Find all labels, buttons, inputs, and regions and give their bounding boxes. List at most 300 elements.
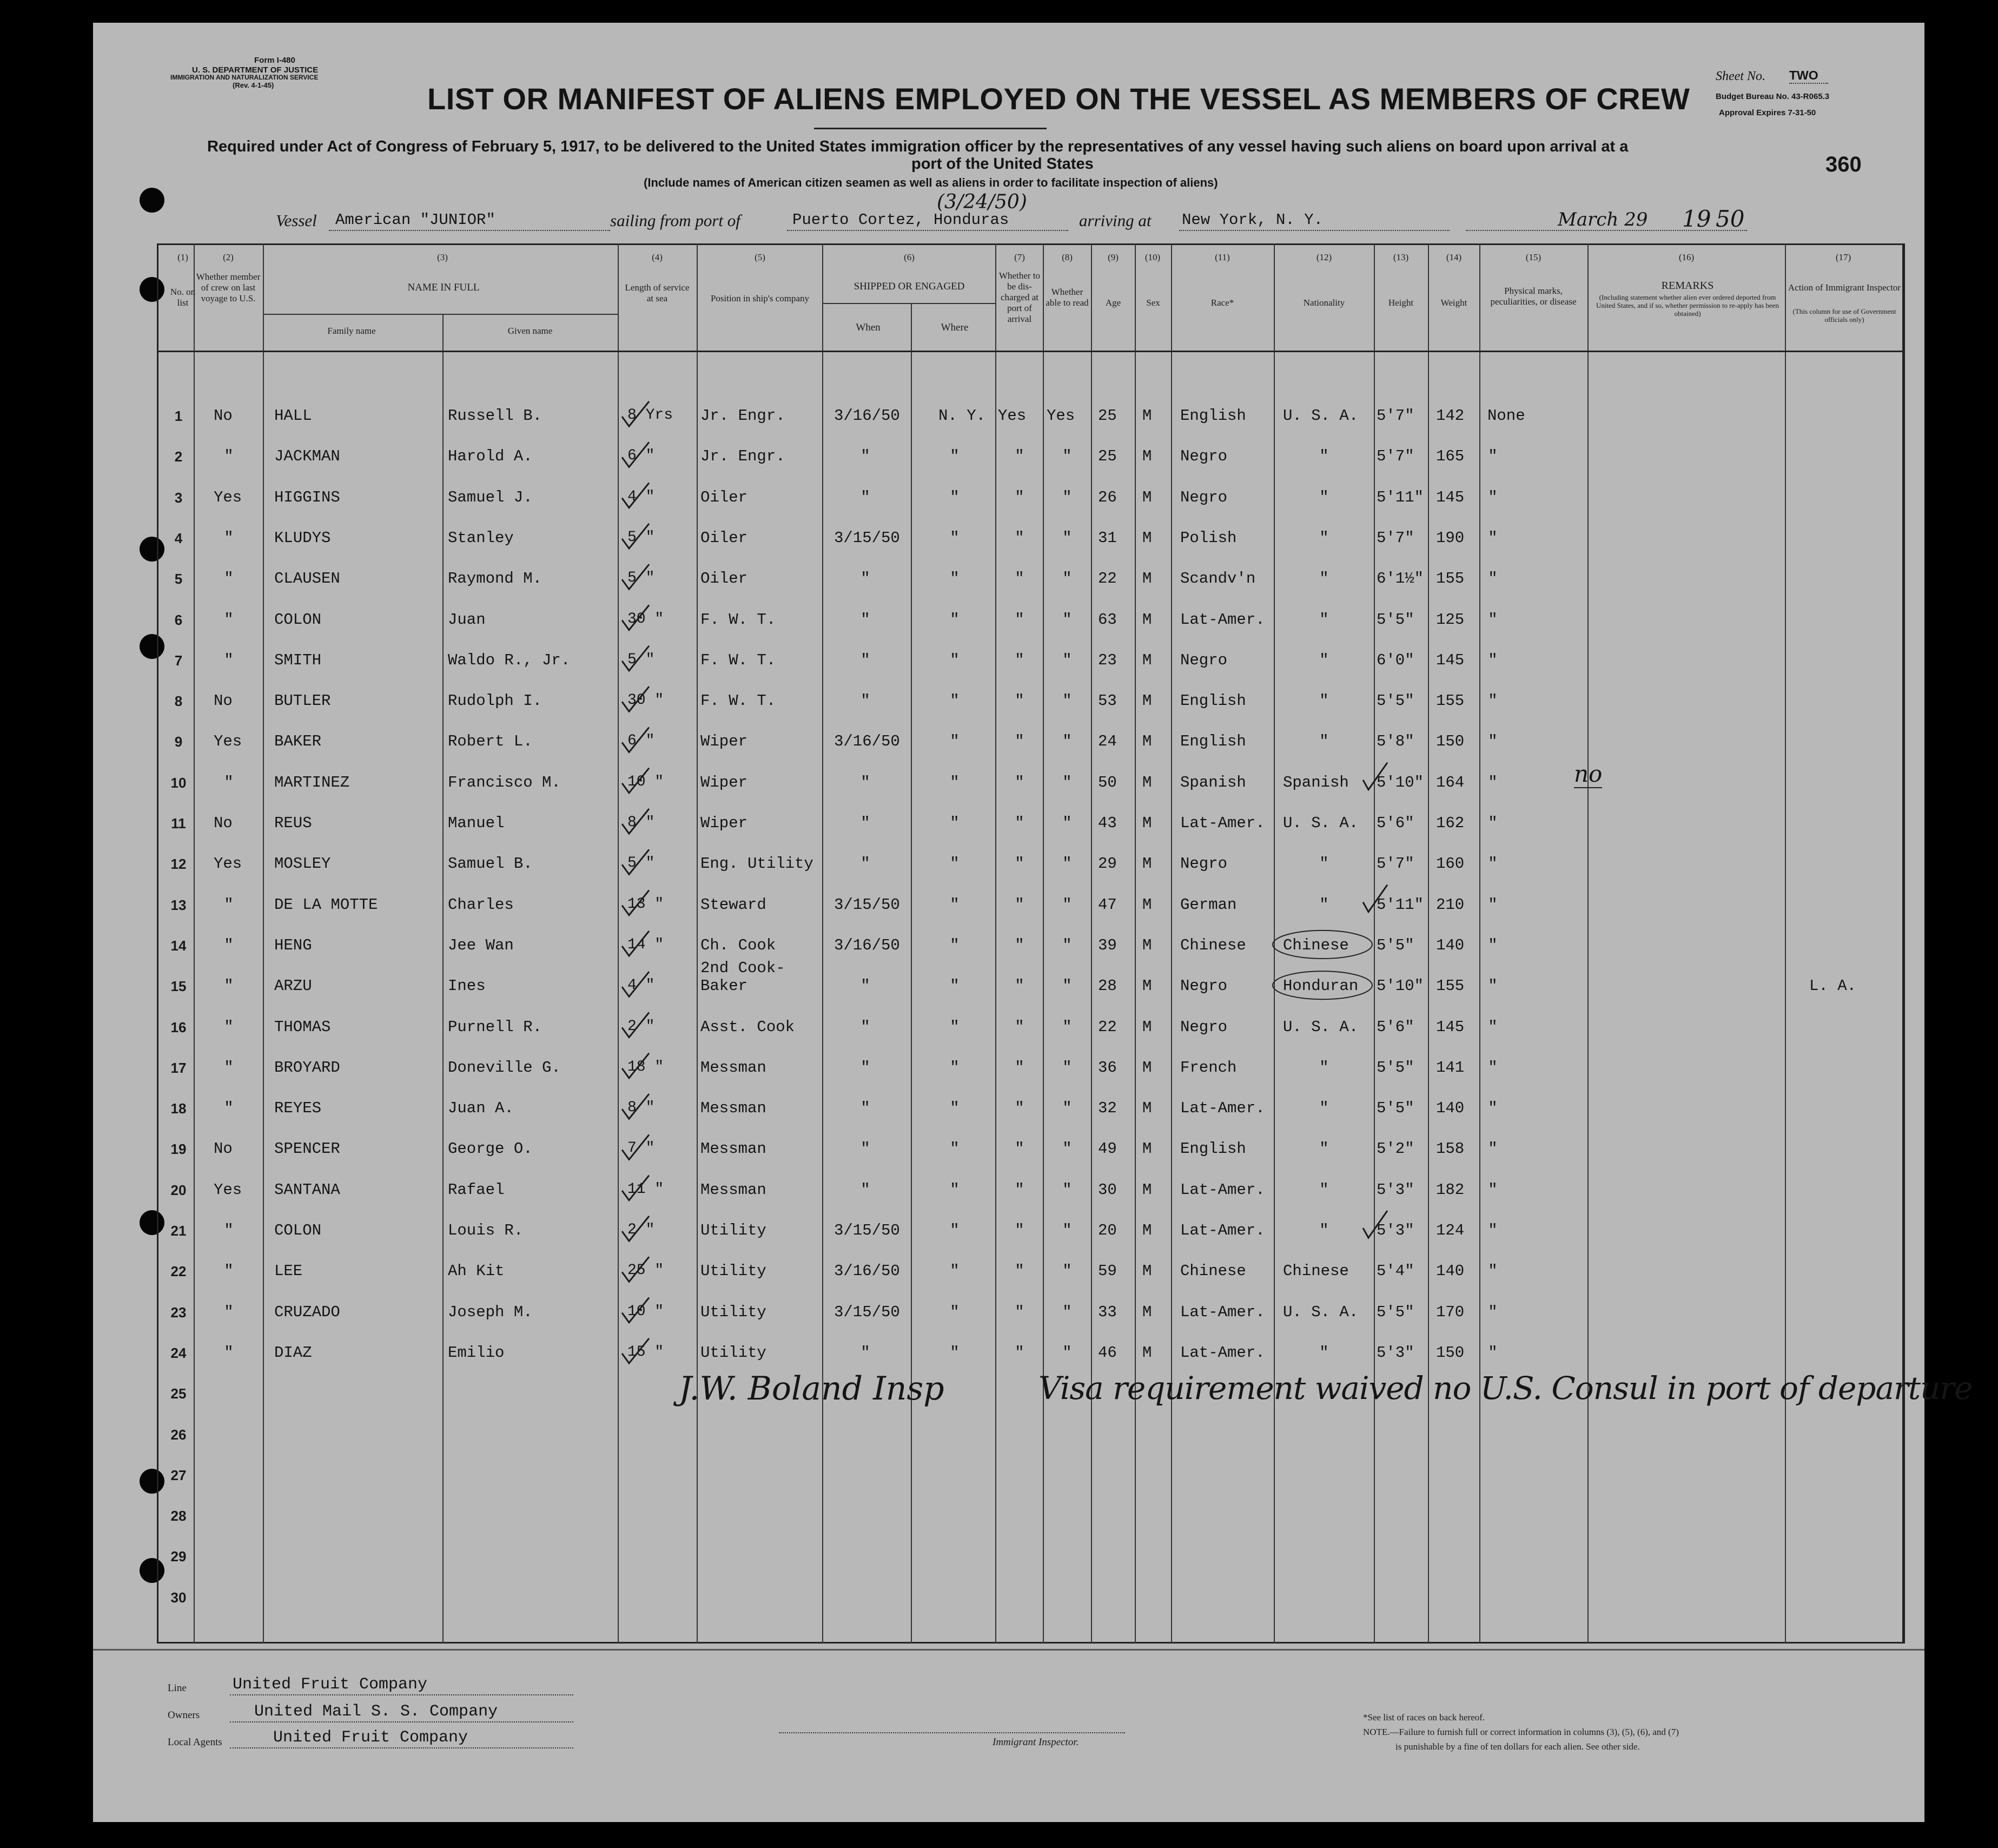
prev-voyage-cell: No	[214, 692, 233, 710]
shipped-where-cell: "	[950, 651, 960, 669]
service-length-cell: 14 "	[627, 936, 664, 953]
position-cell: Wiper	[700, 732, 748, 751]
age-cell: 63	[1098, 610, 1117, 629]
given-name-cell: Samuel J.	[448, 488, 533, 506]
family-name-cell: DE LA MOTTE	[274, 895, 378, 914]
col14-header: Weight	[1440, 298, 1467, 308]
discharged-cell: "	[1015, 529, 1024, 547]
service-length-cell: 13 "	[627, 895, 664, 913]
height-cell: 5'8"	[1377, 732, 1414, 751]
able-to-read-cell: "	[1062, 529, 1072, 547]
race-cell: Negro	[1180, 447, 1228, 466]
shipped-where-cell: "	[950, 1058, 960, 1077]
prev-voyage-cell: "	[224, 1303, 234, 1321]
family-name-cell: BAKER	[274, 732, 322, 751]
physical-marks-cell: "	[1488, 855, 1498, 873]
weight-cell: 164	[1436, 773, 1465, 791]
prev-voyage-cell: "	[224, 1018, 234, 1036]
family-name-cell: COLON	[274, 1222, 322, 1239]
able-to-read-cell: "	[1062, 1018, 1072, 1036]
shipped-where-cell: "	[950, 1099, 960, 1118]
service-check-mark	[622, 1053, 649, 1078]
service-check-mark	[622, 890, 649, 915]
shipped-when-cell: "	[861, 1018, 870, 1036]
height-cell: 5'3"	[1377, 1222, 1414, 1239]
sex-cell: M	[1142, 651, 1152, 669]
height-cell: 5'5"	[1377, 1303, 1414, 1321]
col3-family-header: Family name	[327, 326, 376, 336]
nationality-circle-mark	[1273, 930, 1372, 959]
row-number: 10	[170, 774, 187, 791]
position-cell: Wiper	[700, 773, 748, 791]
nationality-cell: "	[1319, 1222, 1329, 1239]
shipped-when-cell: "	[861, 1058, 870, 1077]
height-cell: 5'10"	[1377, 977, 1424, 995]
given-name-cell: Robert L.	[448, 732, 533, 751]
height-cell: 5'11"	[1377, 488, 1424, 506]
col7-header: Whether to be dis-charged at port of arrival	[999, 270, 1040, 324]
sex-cell: M	[1142, 1343, 1152, 1362]
physical-marks-cell: "	[1488, 692, 1498, 710]
col3-given-header: Given name	[507, 326, 553, 336]
age-cell: 49	[1098, 1140, 1117, 1158]
shipped-when-cell: "	[861, 610, 870, 629]
shipped-when-cell: 3/16/50	[834, 936, 900, 954]
race-cell: Negro	[1180, 977, 1228, 995]
nationality-circle-mark	[1273, 971, 1372, 999]
service-length-cell: 11 "	[627, 1180, 664, 1198]
family-name-cell: THOMAS	[274, 1018, 331, 1036]
sailing-date-note: (3/24/50)	[937, 191, 1027, 213]
age-cell: 43	[1098, 814, 1117, 832]
height-cell: 5'10"	[1377, 773, 1424, 791]
age-cell: 46	[1098, 1343, 1117, 1362]
physical-marks-cell: "	[1488, 1018, 1498, 1036]
physical-marks-cell: "	[1488, 814, 1498, 832]
service-length-cell: 10 "	[627, 1303, 664, 1320]
physical-marks-cell: "	[1488, 1058, 1498, 1077]
visa-waiver-note: Visa requirement waived no U.S. Consul in port of departure	[1038, 1370, 1973, 1407]
service-length-cell: 2 "	[627, 1018, 655, 1035]
col6-where-header: Where	[941, 322, 969, 333]
position-cell-upper: 2nd Cook-	[700, 959, 785, 978]
sex-cell: M	[1142, 447, 1152, 466]
prev-voyage-cell: "	[224, 529, 234, 547]
shipped-where-cell: "	[950, 1180, 960, 1199]
nationality-cell: "	[1319, 1140, 1329, 1158]
shipped-when-cell: "	[861, 570, 870, 588]
nationality-cell: "	[1319, 1058, 1329, 1077]
shipped-where-cell: "	[950, 447, 960, 466]
col13-header: Height	[1388, 298, 1414, 308]
sex-cell: M	[1142, 407, 1152, 425]
age-cell: 23	[1098, 651, 1117, 669]
row-number: 21	[170, 1223, 187, 1239]
row-number: 4	[174, 530, 183, 546]
race-cell: Lat-Amer.	[1180, 814, 1265, 832]
row-number: 28	[170, 1508, 187, 1524]
height-cell: 5'6"	[1377, 1018, 1414, 1036]
age-cell: 33	[1098, 1303, 1117, 1321]
physical-marks-cell: "	[1488, 895, 1498, 914]
position-cell: F. W. T.	[700, 610, 776, 629]
given-name-cell: Juan	[448, 610, 486, 629]
shipped-when-cell: "	[861, 692, 870, 710]
discharged-cell: "	[1015, 895, 1024, 914]
discharged-cell: "	[1015, 447, 1024, 466]
service-length-cell: 4 "	[627, 977, 655, 994]
position-cell: Wiper	[700, 814, 748, 832]
nationality-cell: "	[1319, 1099, 1329, 1118]
height-cell: 5'7"	[1377, 855, 1414, 873]
shipped-when-cell: "	[861, 1343, 870, 1362]
family-name-cell: REUS	[274, 814, 312, 832]
position-cell: F. W. T.	[700, 651, 776, 669]
col9-header: Age	[1105, 298, 1121, 308]
shipped-where-cell: "	[950, 692, 960, 710]
age-cell: 24	[1098, 732, 1117, 751]
prev-voyage-cell: "	[224, 773, 234, 791]
physical-marks-cell: "	[1488, 488, 1498, 506]
physical-marks-cell: "	[1488, 570, 1498, 588]
col10-header: Sex	[1146, 298, 1160, 308]
prev-voyage-cell: "	[224, 651, 234, 669]
service-length-cell: 10 "	[627, 773, 664, 790]
handwritten-remark: no	[1574, 761, 1603, 787]
position-cell: Utility	[700, 1262, 766, 1281]
position-cell: Messman	[700, 1058, 766, 1077]
service-check-mark	[622, 972, 649, 996]
prev-voyage-cell: "	[224, 1099, 234, 1118]
discharged-cell: "	[1015, 1140, 1024, 1158]
sex-cell: M	[1142, 1058, 1152, 1077]
age-cell: 25	[1098, 407, 1117, 425]
position-cell: Steward	[700, 895, 766, 914]
row-number: 12	[170, 856, 187, 873]
discharged-cell: "	[1015, 855, 1024, 873]
nationality-cell: "	[1319, 732, 1329, 751]
height-cell: 5'5"	[1377, 1058, 1414, 1077]
discharged-cell: "	[1015, 1058, 1024, 1077]
weight-cell: 190	[1436, 529, 1465, 547]
discharged-cell: "	[1015, 1303, 1024, 1321]
nationality-cell: Spanish	[1283, 773, 1349, 791]
discharged-cell: "	[1015, 692, 1024, 710]
sex-cell: M	[1142, 977, 1152, 995]
given-name-cell: Juan A.	[448, 1099, 514, 1118]
service-length-cell: 30 "	[627, 610, 664, 628]
physical-marks-cell: "	[1488, 610, 1498, 629]
service-check-mark	[622, 564, 649, 589]
shipped-where-cell: "	[950, 855, 960, 873]
col10-number: (10)	[1144, 252, 1161, 262]
shipped-when-cell: 3/16/50	[834, 732, 900, 751]
shipped-where-cell: "	[950, 895, 960, 914]
row-number: 8	[174, 693, 183, 710]
physical-marks-cell: "	[1488, 1099, 1498, 1118]
line-underline	[230, 1694, 573, 1695]
position-cell: Oiler	[700, 570, 748, 588]
nationality-cell: "	[1319, 1343, 1329, 1362]
shipped-when-cell: 3/15/50	[834, 1303, 900, 1321]
prev-voyage-cell: "	[224, 936, 234, 954]
age-cell: 36	[1098, 1058, 1117, 1077]
col5-header: Position in ship's company	[710, 293, 810, 303]
nationality-cell: "	[1319, 855, 1329, 873]
col17-number: (17)	[1835, 252, 1851, 262]
sex-cell: M	[1142, 1262, 1152, 1281]
nationality-cell: Chinese	[1283, 936, 1349, 954]
col16-number: (16)	[1678, 252, 1695, 262]
shipped-when-cell: 3/16/50	[834, 1262, 900, 1281]
sex-cell: M	[1142, 529, 1152, 547]
position-cell: Oiler	[700, 529, 748, 547]
service-length-cell: 6 "	[627, 447, 655, 465]
nationality-cell: "	[1319, 570, 1329, 588]
prev-voyage-cell: "	[224, 1222, 234, 1239]
family-name-cell: ARZU	[274, 977, 312, 995]
nationality-check-mark	[1363, 1211, 1387, 1238]
physical-marks-cell: "	[1488, 1140, 1498, 1158]
col12-header: Nationality	[1303, 298, 1345, 308]
agents-underline	[230, 1747, 573, 1748]
given-name-cell: Francisco M.	[448, 773, 561, 791]
sex-cell: M	[1142, 570, 1152, 588]
col1-header: No. on list	[170, 287, 196, 308]
row-number: 22	[170, 1263, 187, 1280]
given-name-cell: Russell B.	[448, 407, 542, 425]
able-to-read-cell: "	[1062, 488, 1072, 506]
sex-cell: M	[1142, 1303, 1152, 1321]
height-cell: 5'5"	[1377, 1099, 1414, 1118]
row-number: 7	[174, 652, 183, 669]
family-name-cell: COLON	[274, 610, 322, 629]
nationality-cell: "	[1319, 488, 1329, 506]
col15-number: (15)	[1525, 252, 1541, 262]
service-length-cell: 4 "	[627, 488, 655, 505]
race-cell: English	[1180, 407, 1246, 425]
row-number: 18	[170, 1100, 187, 1117]
weight-cell: 165	[1436, 447, 1465, 466]
service-length-cell: 7 "	[627, 1140, 655, 1157]
shipped-when-cell: 3/15/50	[834, 895, 900, 914]
position-cell: Jr. Engr.	[700, 407, 785, 425]
physical-marks-cell: "	[1488, 977, 1498, 995]
discharged-cell: "	[1015, 773, 1024, 791]
shipped-when-cell: "	[861, 651, 870, 669]
age-cell: 50	[1098, 773, 1117, 791]
prev-voyage-cell: "	[224, 447, 234, 466]
family-name-cell: SMITH	[274, 651, 322, 669]
height-cell: 5'3"	[1377, 1343, 1414, 1362]
row-number: 9	[174, 734, 183, 750]
shipped-when-cell: 3/16/50	[834, 407, 900, 425]
weight-cell: 145	[1436, 1018, 1465, 1036]
service-check-mark	[622, 687, 649, 711]
service-check-mark	[622, 809, 649, 834]
sex-cell: M	[1142, 692, 1152, 710]
discharged-cell: "	[1015, 1222, 1024, 1239]
arrival-year: 50	[1716, 206, 1745, 232]
physical-marks-cell: "	[1488, 1222, 1498, 1239]
shipped-where-cell: N. Y.	[938, 407, 986, 425]
race-cell: Negro	[1180, 1018, 1228, 1036]
owners-value: United Mail S. S. Company	[254, 1702, 498, 1721]
nationality-cell: U. S. A.	[1283, 407, 1359, 425]
given-name-cell: Ines	[448, 977, 486, 995]
prev-voyage-cell: No	[214, 814, 233, 832]
nationality-check-mark	[1363, 763, 1387, 790]
sex-cell: M	[1142, 814, 1152, 832]
shipped-where-cell: "	[950, 488, 960, 506]
service-check-mark	[622, 605, 649, 630]
able-to-read-cell: "	[1062, 895, 1072, 914]
position-cell: Messman	[700, 1140, 766, 1158]
able-to-read-cell: Yes	[1047, 407, 1075, 425]
position-cell: Eng. Utility	[700, 855, 813, 873]
races-note: *See list of races on back hereof.	[1363, 1712, 1485, 1722]
prev-voyage-cell: No	[214, 407, 233, 425]
col16-note: (Including statement whether alien ever ordered deported from United States, and if so, whether permission to re-apply has been obtained)	[1596, 293, 1779, 318]
sex-cell: M	[1142, 1099, 1152, 1118]
family-name-cell: CRUZADO	[274, 1303, 340, 1321]
service-length-cell: 5 "	[627, 651, 655, 668]
race-cell: English	[1180, 1140, 1246, 1158]
discharged-cell: "	[1015, 732, 1024, 751]
shipped-where-cell: "	[950, 814, 960, 832]
physical-marks-cell: "	[1488, 1303, 1498, 1321]
shipped-when-cell: "	[861, 1099, 870, 1118]
nationality-cell: U. S. A.	[1283, 1303, 1359, 1321]
race-cell: Lat-Amer.	[1180, 1180, 1265, 1199]
approval-expires: Approval Expires 7-31-50	[1719, 108, 1816, 117]
physical-marks-cell: "	[1488, 732, 1498, 751]
height-cell: 5'5"	[1377, 610, 1414, 629]
physical-marks-cell: "	[1488, 651, 1498, 669]
given-name-cell: Manuel	[448, 814, 505, 832]
prev-voyage-cell: Yes	[214, 732, 242, 751]
subtitle-note: (Include names of American citizen seamen as well as aliens in order to facilitate inspection of aliens)	[644, 176, 1218, 189]
col17-note: (This column for use of Government officials only)	[1792, 307, 1896, 324]
page-number: 360	[1825, 153, 1862, 176]
col8-number: (8)	[1062, 252, 1073, 262]
height-cell: 5'11"	[1377, 895, 1424, 914]
col8-header: Whether able to read	[1046, 287, 1089, 308]
service-length-cell: 18 "	[627, 1058, 664, 1075]
given-name-cell: Rudolph I.	[448, 692, 542, 710]
position-cell: Oiler	[700, 488, 748, 506]
family-name-cell: SPENCER	[274, 1140, 340, 1158]
race-cell: Chinese	[1180, 1262, 1246, 1281]
shipped-where-cell: "	[950, 773, 960, 791]
weight-cell: 145	[1436, 488, 1465, 506]
service-length-cell: 15 "	[627, 1343, 664, 1361]
given-name-cell: Rafael	[448, 1180, 505, 1199]
inspector-line	[779, 1732, 1125, 1733]
given-name-cell: George O.	[448, 1140, 533, 1158]
shipped-where-cell: "	[950, 570, 960, 588]
shipped-when-cell: "	[861, 1180, 870, 1199]
arriving-port: New York, N. Y.	[1182, 211, 1324, 229]
able-to-read-cell: "	[1062, 977, 1072, 995]
nationality-cell: U. S. A.	[1283, 814, 1359, 832]
race-cell: Lat-Amer.	[1180, 1343, 1265, 1362]
shipped-where-cell: "	[950, 1140, 960, 1158]
prev-voyage-cell: No	[214, 1140, 233, 1158]
race-cell: Lat-Amer.	[1180, 610, 1265, 629]
height-cell: 5'5"	[1377, 936, 1414, 954]
prev-voyage-cell: "	[224, 977, 234, 995]
position-cell: Utility	[700, 1343, 766, 1362]
given-name-cell: Stanley	[448, 529, 514, 547]
given-name-cell: Doneville G.	[448, 1058, 561, 1077]
discharged-cell: "	[1015, 1343, 1024, 1362]
height-cell: 6'1½"	[1377, 570, 1424, 588]
family-name-cell: KLUDYS	[274, 529, 331, 547]
row-number: 15	[170, 978, 187, 995]
position-cell: F. W. T.	[700, 692, 776, 710]
age-cell: 59	[1098, 1262, 1117, 1281]
shipped-when-cell: "	[861, 1140, 870, 1158]
page-title: LIST OR MANIFEST OF ALIENS EMPLOYED ON THE VESSEL AS MEMBERS OF CREW	[427, 82, 1690, 116]
service-length-cell: 8 "	[627, 1099, 655, 1117]
service-check-mark	[622, 524, 649, 549]
height-cell: 5'6"	[1377, 814, 1414, 832]
col2-header: Whether member of crew on last voyage to U.S.	[196, 272, 261, 303]
height-cell: 5'3"	[1377, 1180, 1414, 1199]
height-cell: 5'7"	[1377, 407, 1414, 425]
vessel-name: American "JUNIOR"	[335, 211, 495, 229]
revision: (Rev. 4-1-45)	[233, 81, 274, 89]
nationality-cell: "	[1319, 692, 1329, 710]
discharged-cell: "	[1015, 814, 1024, 832]
col11-number: (11)	[1215, 252, 1230, 262]
weight-cell: 141	[1436, 1058, 1465, 1077]
family-name-cell: BUTLER	[274, 692, 331, 710]
nationality-cell: "	[1319, 610, 1329, 629]
row-number: 11	[171, 815, 186, 831]
sex-cell: M	[1142, 1140, 1152, 1158]
agents-label: Local Agents	[168, 1737, 222, 1748]
shipped-where-cell: "	[950, 732, 960, 751]
subtitle-line2: port of the United States	[911, 155, 1094, 173]
sex-cell: M	[1142, 732, 1152, 751]
service-check-mark	[622, 646, 649, 671]
race-cell: Lat-Amer.	[1180, 1303, 1265, 1321]
service-check-mark	[622, 1176, 649, 1200]
service-length-cell: 6 "	[627, 732, 655, 750]
height-cell: 5'4"	[1377, 1262, 1414, 1281]
able-to-read-cell: "	[1062, 1262, 1072, 1281]
shipped-when-cell: "	[861, 977, 870, 995]
family-name-cell: SANTANA	[274, 1180, 340, 1199]
race-cell: French	[1180, 1058, 1237, 1077]
row-number: 24	[170, 1344, 187, 1361]
age-cell: 39	[1098, 936, 1117, 954]
weight-cell: 155	[1436, 977, 1465, 995]
shipped-when-cell: "	[861, 855, 870, 873]
sailing-port: Puerto Cortez, Honduras	[792, 211, 1009, 229]
row-number: 27	[170, 1467, 187, 1483]
height-cell: 5'7"	[1377, 447, 1414, 466]
given-name-cell: Waldo R., Jr.	[448, 651, 571, 669]
service: IMMIGRATION AND NATURALIZATION SERVICE	[170, 74, 319, 81]
height-cell: 5'5"	[1377, 692, 1414, 710]
age-cell: 25	[1098, 447, 1117, 466]
family-name-cell: CLAUSEN	[274, 570, 340, 588]
owners-label: Owners	[168, 1710, 200, 1721]
col14-number: (14)	[1446, 252, 1462, 262]
